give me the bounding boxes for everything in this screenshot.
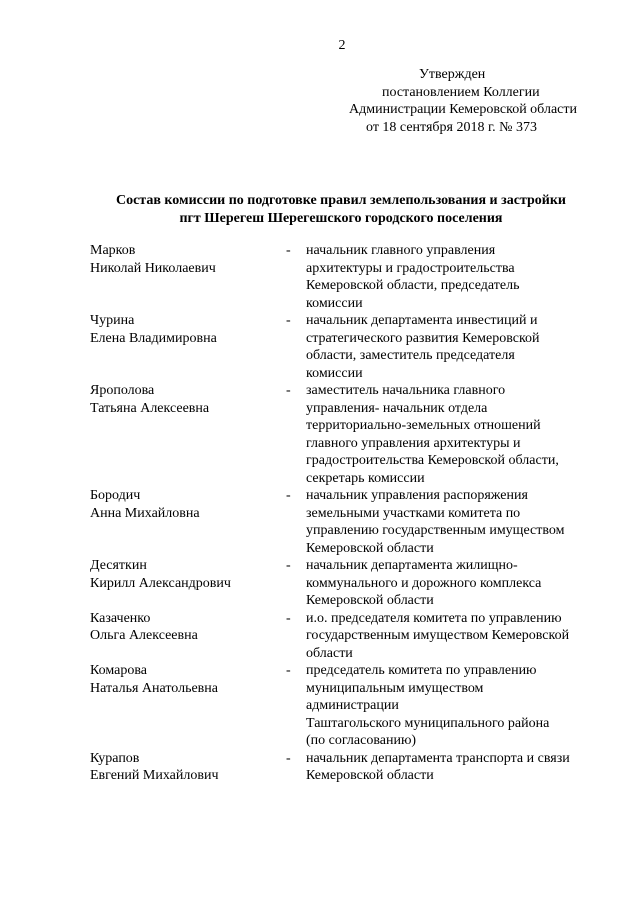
member-role-line: архитектуры и градостроительства: [306, 260, 515, 276]
member-name: [90, 557, 286, 610]
member-role: [306, 242, 600, 312]
approval-line-approved: Утвержден: [419, 67, 486, 82]
member-role-line: заместитель начальника главного: [306, 383, 506, 398]
member-role-line: Кемеровской области, председатель: [306, 278, 520, 293]
member-given-names: Анна Михайловна: [90, 505, 200, 521]
member-role-line: главного управления архитектуры и: [306, 435, 521, 451]
commission-member-list: [90, 242, 600, 785]
member-role-line: начальник департамента инвестиций и: [306, 313, 538, 328]
title-line-2: пгт Шерегеш Шерегешского городского поселения: [179, 210, 503, 226]
member-role-line: начальник управления распоряжения: [306, 488, 528, 503]
member-dash: -: [286, 558, 291, 573]
member-role-line: управления- начальник отдела: [306, 400, 488, 416]
member-role-line: стратегического развития Кемеровской: [306, 330, 540, 346]
member-surname: Курапов: [90, 750, 140, 766]
commission-member: [90, 382, 600, 487]
commission-member: [90, 610, 600, 663]
member-role-line: администрации: [306, 698, 399, 713]
member-role-line: начальник главного управления: [306, 243, 496, 258]
member-role-line: председатель комитета по управлению: [306, 663, 537, 678]
member-role-line: секретарь комиссии: [306, 470, 425, 486]
member-name: [90, 312, 286, 382]
member-given-names: Ольга Алексеевна: [90, 628, 198, 643]
member-given-names: Елена Владимировна: [90, 330, 217, 346]
member-surname: Комарова: [90, 663, 147, 678]
member-name: [90, 610, 286, 663]
member-role: [306, 312, 600, 382]
member-role-line: начальник департамента жилищно-: [306, 558, 518, 573]
commission-member: [90, 242, 600, 312]
approval-line-date: от 18 сентября 2018 г. № 373: [366, 119, 537, 135]
commission-member: [90, 662, 600, 750]
member-role: [306, 487, 600, 557]
member-role-line: области: [306, 645, 353, 661]
member-role: [306, 557, 600, 610]
member-dash: -: [286, 243, 291, 258]
member-dash: -: [286, 663, 291, 678]
member-role-line: (по согласованию): [306, 733, 417, 748]
member-role-line: комиссии: [306, 365, 363, 381]
member-role-line: Кемеровской области: [306, 540, 434, 556]
member-surname: Чурина: [90, 313, 135, 328]
member-role-line: муниципальным имуществом: [306, 680, 484, 696]
title-line-1: Состав комиссии по подготовке правил землепользования и застройки: [115, 193, 566, 208]
member-name: [90, 662, 286, 750]
document-title: [0, 192, 640, 227]
page-number: 2: [338, 38, 346, 53]
member-given-names: Кирилл Александрович: [90, 575, 231, 591]
member-dash: -: [286, 488, 291, 503]
member-dash: -: [286, 383, 291, 398]
member-role-line: градостроительства Кемеровской области,: [306, 453, 559, 468]
member-surname: Бородич: [90, 488, 141, 503]
member-dash: -: [286, 313, 291, 328]
member-role: [306, 382, 600, 487]
commission-member: [90, 487, 600, 557]
member-surname: Ярополова: [90, 383, 155, 398]
member-role-line: коммунального и дорожного комплекса: [306, 575, 542, 591]
member-given-names: Николай Николаевич: [90, 260, 216, 276]
member-surname: Казаченко: [90, 610, 151, 626]
member-role-line: области, заместитель председателя: [306, 348, 515, 363]
member-role: [306, 750, 600, 785]
member-role-line: Таштагольского муниципального района: [306, 715, 550, 731]
member-role-line: Кемеровской области: [306, 768, 434, 783]
approval-line-resolution: постановлением Коллегии: [382, 84, 540, 100]
member-given-names: Евгений Михайлович: [90, 768, 219, 783]
member-role: [306, 662, 600, 750]
member-role-line: и.о. председателя комитета по управлению: [306, 610, 562, 626]
member-given-names: Наталья Анатольевна: [90, 680, 219, 696]
member-role-line: земельными участками комитета по: [306, 505, 521, 521]
member-role: [306, 610, 600, 663]
member-name: [90, 242, 286, 312]
member-name: [90, 487, 286, 557]
approval-line-administration: Администрации Кемеровской области: [349, 102, 577, 117]
member-role-line: территориально-земельных отношений: [306, 418, 541, 433]
member-role-line: государственным имуществом Кемеровской: [306, 628, 570, 643]
member-role-line: Кемеровской области: [306, 593, 434, 608]
member-name: [90, 382, 286, 487]
member-role-line: управлению государственным имуществом: [306, 523, 565, 538]
commission-member: [90, 750, 600, 785]
commission-member: [90, 312, 600, 382]
member-given-names: Татьяна Алексеевна: [90, 400, 210, 416]
member-dash: -: [286, 750, 291, 766]
member-dash: -: [286, 610, 291, 626]
member-role-line: начальник департамента транспорта и связи: [306, 750, 570, 766]
member-role-line: комиссии: [306, 295, 363, 311]
member-surname: Десяткин: [90, 558, 147, 573]
member-surname: Марков: [90, 243, 136, 258]
member-name: [90, 750, 286, 785]
commission-member: [90, 557, 600, 610]
